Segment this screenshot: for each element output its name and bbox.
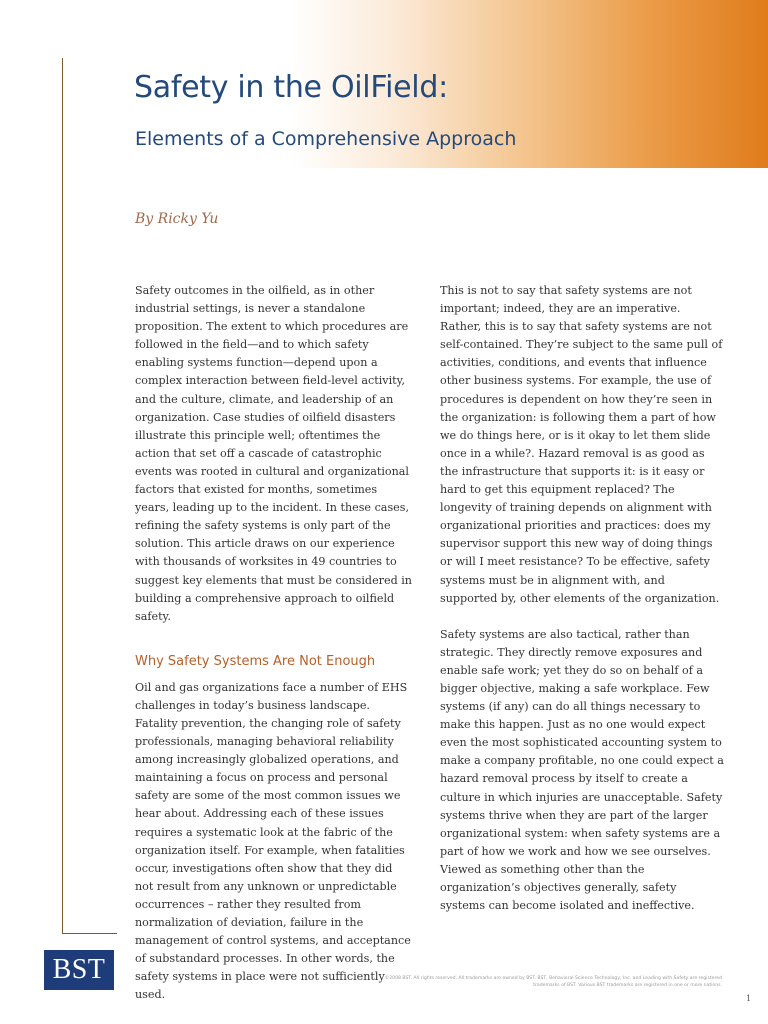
section-heading: Why Safety Systems Are Not Enough (135, 653, 376, 669)
bst-logo: BST (44, 950, 114, 990)
author-byline: By Ricky Yu (135, 211, 219, 227)
margin-rule-horizontal (62, 933, 117, 934)
margin-rule-vertical (62, 58, 63, 934)
page-subtitle: Elements of a Comprehensive Approach (135, 128, 517, 150)
paragraph-2: Safety systems are also tactical, rather than strategic. They directly remove exposures and enable safe work; yet they do so on behalf of a bigger objective, making a safe workplace. Few systems (if any) can do all things necessary to make this happen. Just as no one would expect even the most sophisticated accounting system to make a company profitable, no one could expect a hazard removal process by itself to create a culture in which injuries are unacceptable. Safety systems thrive when they are part of the larger organizational system: when safety systems are a part of how we work and how we see ourselves. Viewed as something other than the organization’s objectives generally, safety systems can become isolated and ineffective. (440, 627, 724, 913)
intro-paragraph: Safety outcomes in the oilfield, as in other industrial settings, is never a standalone proposition. The extent to which procedures are followed in the field—and to which safety enabling systems function—depend upon a complex interaction between field-level activity, and the culture, climate, and leadership of an organization. Case studies of oilfield disasters illustrate this principle well; oftentimes the action that set off a cascade of catastrophic events was rooted in cultural and organizational factors that existed for months, sometimes years, leading up to the incident. In these cases, refining the safety systems is only part of the solution. This article draws on our experience with thousands of worksites in 49 countries to suggest key elements that must be considered in building a comprehensive approach to oilfield safety. (135, 284, 412, 623)
right-column (440, 282, 725, 915)
paragraph-1: This is not to say that safety systems are not important; indeed, they are an imperative. Rather, this is to say that safety systems are not self-contained. They’re subject to the same pull of activities, conditions, and events that influence other business systems. For example, the use of procedures is dependent on how they’re seen in the organization: is following them a part of how we do things here, or is it okay to let them slide once in a while?. Hazard removal is as good as the infrastructure that supports it: is it easy or hard to get this equipment replaced? The longevity of training depends on alignment with organizational priorities and practices: does my supervisor support this new way of doing things or will I meet resistance? To be effective, safety systems must be in alignment with, and supported by, other elements of the organization. (440, 284, 723, 605)
left-column (135, 282, 413, 1004)
legal-notice: ©2008 BST. All rights reserved. All trademarks are owned by BST. BST, Behavioral Science Technology, Inc. and Leading with Safety are registered trademarks of BST. Various BST trademarks are registered in one or more nations. (384, 976, 722, 988)
section-paragraph: Oil and gas organizations face a number of EHS challenges in today’s business landscape. Fatality prevention, the changing role of safety professionals, managing behavioral reliability among increasingly globalized operations, and maintaining a focus on process and personal safety are some of the most common issues we hear about. Addressing each of these issues requires a systematic look at the fabric of the organization itself. For example, when fatalities occur, investigations often show that they did not result from any unknown or unpredictable occurrences – rather they resulted from normalization of deviation, failure in the management of control systems, and acceptance of substandard processes. In other words, the safety systems in place were not sufficiently used. (135, 680, 411, 1002)
page-number: 1 (746, 994, 752, 1003)
page-title: Safety in the OilField: (134, 70, 448, 105)
